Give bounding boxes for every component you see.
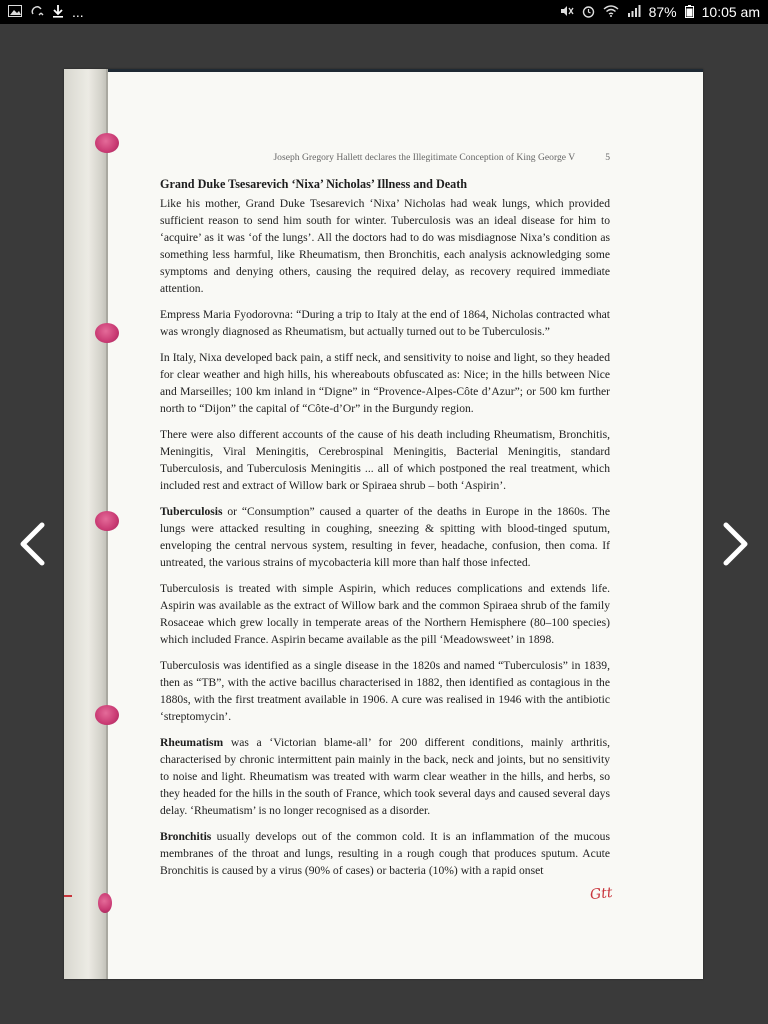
signal-icon (627, 5, 641, 19)
battery-icon (685, 5, 694, 20)
status-time: 10:05 am (701, 4, 760, 20)
binding-thread (95, 705, 119, 725)
paragraph: Tuberculosis is treated with simple Aspirin, which reduces complications and extends life. Aspirin was available as the extract of Willow bark and the common Spiraea shrub of the family Rosaceae which grew locally in temperate areas of the Northern Hemisphere (80–100 species) which included France. Aspirin became available as the pill ‘Meadowsweet’ in 1898. (160, 582, 610, 646)
battery-percent: 87% (648, 4, 677, 20)
binding-thread (95, 511, 119, 531)
download-icon (52, 4, 64, 20)
binding-thread (95, 133, 119, 153)
section-heading: Grand Duke Tsesarevich ‘Nixa’ Nicholas’ Illness and Death (160, 177, 468, 191)
ink-mark (64, 895, 72, 897)
paragraph-term: Bronchitis (160, 830, 212, 843)
paragraph: Empress Maria Fyodorovna: “During a trip to Italy at the end of 1864, Nicholas contracted what was wrongly diagnosed as Rheumatism, but actually turned out to be Tuberculosis.” (160, 308, 610, 338)
status-bar-right (560, 4, 760, 20)
document-text (160, 149, 610, 888)
image-viewer[interactable] (0, 24, 768, 1024)
paragraph (160, 828, 610, 879)
binding-thread (95, 323, 119, 343)
mute-icon (560, 5, 574, 19)
paragraph-body: usually develops out of the common cold. It is an inflammation of the mucous membranes of the throat and lungs, resulting in a rough cough that produces sputum. Acute Bronchitis is caused by a virus (90% of cases) or bacteria (10%) with a rapid onset (160, 830, 610, 877)
status-bar-left (8, 4, 84, 20)
previous-image-button[interactable] (12, 514, 52, 574)
paragraph: In Italy, Nixa developed back pain, a stiff neck, and sensitivity to noise and light, so they headed for clear weather and high hills, his whereabouts obfuscated as: Nice; in the hills between Nice and Marseilles; 100 km inland in “Digne” in “Provence-Alpes-Côte d’Azur”; or 500 km further north to “Dijon” the capital of “Côte-d’Or” in the Burgundy region. (160, 351, 610, 415)
paragraph (160, 734, 610, 819)
paragraph-body: or “Consumption” caused a quarter of the deaths in Europe in the 1860s. The lungs were attacked resulting in coughing, sneezing & spitting with blood-tinged sputum, enveloping the central nervous system, resulting in fever, headache, confusion, then coma. If untreated, the various strains of mycobacteria kill more than half those infected. (160, 505, 610, 569)
page-top-edge (64, 69, 703, 72)
sync-icon (30, 5, 44, 19)
chevron-right-icon (722, 522, 750, 566)
running-head (160, 149, 610, 166)
paragraph-term: Tuberculosis (160, 505, 223, 518)
image-icon (8, 5, 22, 19)
paragraph: Tuberculosis was identified as a single disease in the 1820s and named “Tuberculosis” in 1839, then as “TB”, with the active bacillus characterised in 1882, then identified as contagious in the 1880s, with the first treatment available in 1906. A cure was realised in 1946 with the antibiotic ‘streptomycin’. (160, 659, 610, 723)
paragraph-body: was a ‘Victorian blame-all’ for 200 different conditions, mainly arthritis, characterised by chronic intermittent pain mainly in the back, neck and joints, but no sensitivity to noise and light. Rheumatism was treated with warm clear weather in the hills, and herbs, so they headed for the hills in the south of France, which took several days and caused several days delay. ‘Rheumatism’ is no longer recognised as a disorder. (160, 736, 610, 817)
chevron-left-icon (18, 522, 46, 566)
paragraph: Like his mother, Grand Duke Tsesarevich ‘Nixa’ Nicholas had weak lungs, which provided sufficient reason to send him south for winter. Tuberculosis was an ideal disease for him to ‘acquire’ as it was ‘of the lungs’. All the doctors had to do was misdiagnose Nixa’s condition as something less harmful, like Rheumatism, then Bronchitis, each analysis acknowledging some symptoms and denying others, causing the required delay, as recovery required immediate attention. (160, 197, 610, 295)
paragraph-term: Rheumatism (160, 736, 224, 749)
running-head-title: Joseph Gregory Hallett declares the Illegitimate Conception of King George V (273, 152, 576, 163)
page-number: 5 (605, 152, 610, 163)
alarm-icon (582, 5, 595, 20)
binding-thread (98, 893, 112, 913)
status-bar (0, 0, 768, 24)
wifi-icon (603, 5, 619, 19)
handwritten-initials: Gtt (589, 884, 614, 904)
paragraph (160, 503, 610, 571)
document-photo[interactable] (64, 69, 703, 979)
next-image-button[interactable] (716, 514, 756, 574)
paragraph: There were also different accounts of the cause of his death including Rheumatism, Bronchitis, Meningitis, Viral Meningitis, Cerebrospinal Meningitis, Bacterial Meningitis, standard Tuberculosis, and Tuberculosis Meningitis ... all of which postponed the real treatment, which included rest and extract of Willow bark or Spiraea shrub – both ‘Aspirin’. (160, 428, 610, 492)
more-icon: ... (72, 4, 84, 20)
